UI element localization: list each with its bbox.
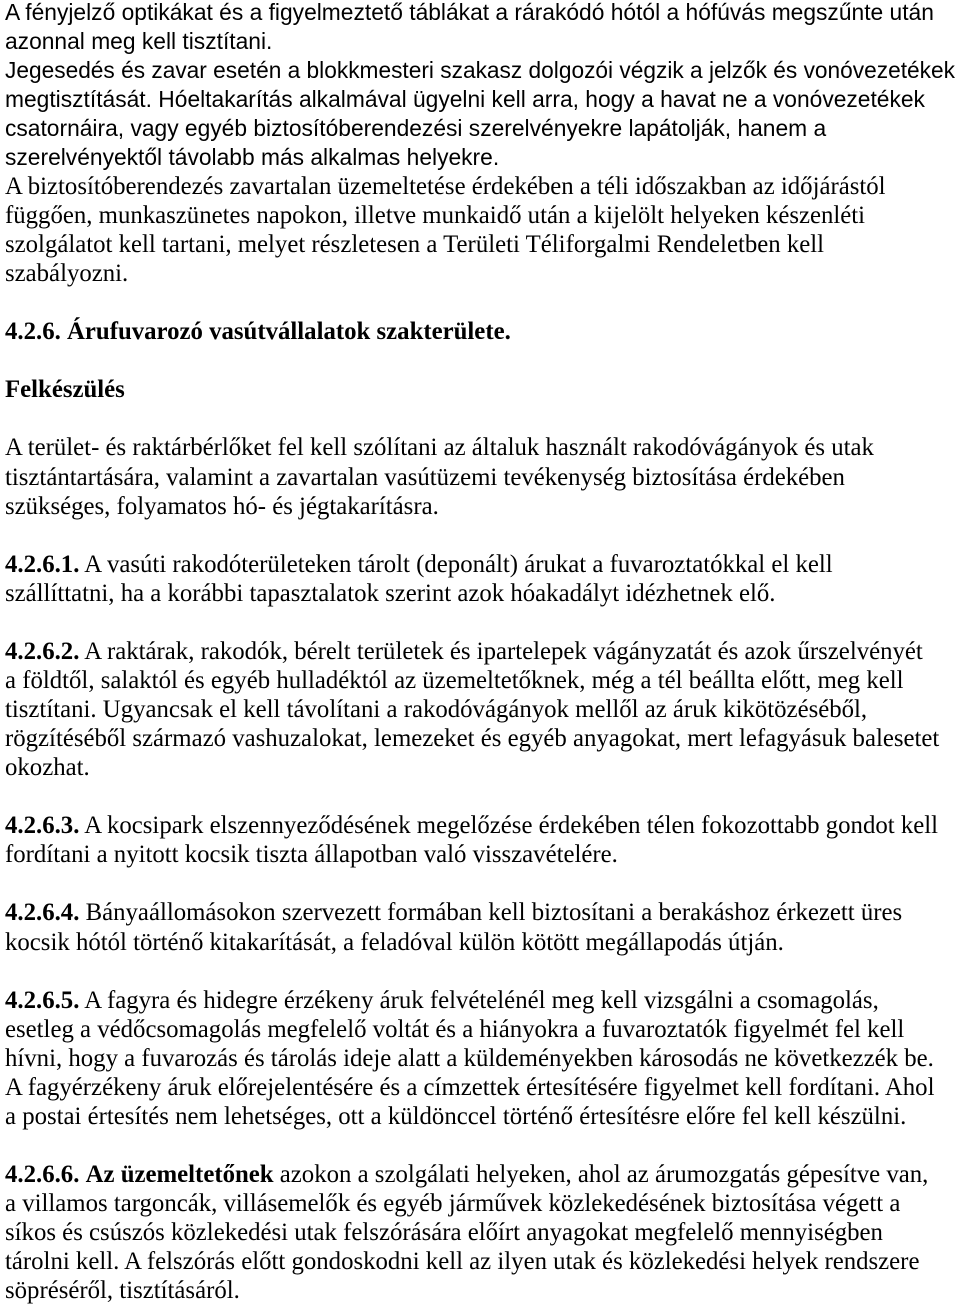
text-line: A fényjelző optikákat és a figyelmeztető táblákat a rárakódó hótól a hófúvás megszűnte után <box>5 0 934 25</box>
item-number: 4.2.6.4. <box>5 899 80 927</box>
paragraph-spacer <box>5 346 959 375</box>
text-line <box>5 898 902 927</box>
paragraph-spacer <box>5 521 959 550</box>
section-heading <box>5 317 511 346</box>
text-line: a villamos targoncák, villásemelők és egyéb járművek közlekedésének biztosítása végett a <box>5 1190 901 1218</box>
subheading: Felkészülés <box>5 376 125 404</box>
text-line <box>5 1160 928 1189</box>
item-number: 4.2.6.6. <box>5 1161 80 1188</box>
text-line <box>5 637 923 666</box>
text-line: hívni, hogy a fuvarozás és tárolás ideje alatt a küldeményekben károsodás ne következzék be. <box>5 1044 934 1072</box>
paragraph-spacer <box>5 782 959 811</box>
item-number: 4.2.6.1. <box>5 550 80 578</box>
item-text: A fagyra és hidegre érzékeny áruk felvételénél meg kell vizsgálni a csomagolás, <box>84 986 879 1014</box>
text-line: szükséges, folyamatos hó- és jégtakarításra. <box>5 492 439 520</box>
paragraph-spacer <box>5 404 959 433</box>
text-line: esetleg a védőcsomagolás megfelelő voltát és a hiányokra a fuvaroztatók figyelmét fel kell <box>5 1015 905 1043</box>
paragraph-spacer <box>5 1131 959 1160</box>
item-text: azokon a szolgálati helyeken, ahol az árumozgatás gépesítve van, <box>279 1161 929 1188</box>
text-line: rögzítéséből származó vashuzalokat, lemezeket és egyéb anyagokat, mert lefagyásuk balesetet <box>5 725 940 753</box>
text-line: Jegesedés és zavar esetén a blokkmesteri szakasz dolgozói végzik a jelzők és vonóvezetékek <box>5 56 955 83</box>
text-line <box>5 986 879 1015</box>
text-line: síkos és csúszós közlekedési utak felszórására előírt anyagokat megfelelő mennyiségben <box>5 1219 883 1247</box>
item-number: 4.2.6.5. <box>5 986 80 1014</box>
numbered-item <box>5 550 959 608</box>
text-line: a postai értesítés nem lehetséges, ott a küldönccel történő értesítésre előre fel kell készülni. <box>5 1102 907 1130</box>
text-line: okozhat. <box>5 754 90 782</box>
text-line: azonnal meg kell tisztítani. <box>5 27 273 54</box>
text-line: szállíttatni, ha a korábbi tapasztalatok szerint azok hóakadályt idézhetnek elő. <box>5 579 776 607</box>
text-line: megtisztítását. Hóeltakarítás alkalmával ügyelni kell arra, hogy a havat ne a vonóvezetékek <box>5 85 925 112</box>
document-page <box>5 0 959 1305</box>
section-number: 4.2.6. <box>5 318 61 346</box>
item-number: 4.2.6.2. <box>5 637 80 665</box>
intro-paragraph <box>5 0 959 172</box>
paragraph-spacer <box>5 869 959 898</box>
item-text: A vasúti rakodóterületeken tárolt (deponált) árukat a fuvaroztatókkal el kell <box>84 550 833 578</box>
text-line: függően, munkaszünetes napokon, illetve munkaidő után a kijelölt helyeken készenléti <box>5 201 866 229</box>
item-text: A kocsipark elszennyeződésének megelőzése érdekében télen fokozottabb gondot kell <box>84 812 939 840</box>
text-line <box>5 811 938 840</box>
numbered-item <box>5 1160 959 1305</box>
section-title: Árufuvarozó vasútvállalatok szakterülete. <box>67 318 511 346</box>
numbered-item <box>5 986 959 1131</box>
item-lead-bold: Az üzemeltetőnek <box>85 1161 274 1188</box>
text-line: csatornáira, vagy egyéb biztosítóberendezési szerelvényekre lapátolják, hanem a <box>5 114 827 141</box>
text-line: A biztosítóberendezés zavartalan üzemeltetése érdekében a téli időszakban az időjárástól <box>5 172 886 200</box>
numbered-item <box>5 898 959 956</box>
preparation-paragraph <box>5 433 959 520</box>
text-line: tisztántartására, valamint a zavartalan vasútüzemi tevékenység biztosítása érdekében <box>5 463 845 491</box>
text-line: tárolni kell. A felszórás előtt gondoskodni kell az ilyen utak és közlekedési helyek rendszere <box>5 1248 920 1276</box>
standby-paragraph <box>5 172 959 288</box>
text-line: szerelvényektől távolabb más alkalmas helyekre. <box>5 143 500 170</box>
text-line: A terület- és raktárbérlőket fel kell szólítani az általuk használt rakodóvágányok és utak <box>5 434 874 462</box>
text-line <box>5 550 833 579</box>
numbered-item <box>5 811 959 869</box>
paragraph-spacer <box>5 288 959 317</box>
text-line: tisztítani. Ugyancsak el kell távolítani a rakodóvágányok mellől az áruk kikötözéséből, <box>5 696 868 723</box>
text-line: söpréséről, tisztításáról. <box>5 1277 240 1305</box>
text-line: kocsik hótól történő kitakarítását, a feladóval külön kötött megállapodás útján. <box>5 928 784 956</box>
item-number: 4.2.6.3. <box>5 812 80 840</box>
text-line: szolgálatot kell tartani, melyet részletesen a Területi Téliforgalmi Rendeletben kell <box>5 231 825 258</box>
numbered-item <box>5 637 959 782</box>
item-text: Bányaállomásokon szervezett formában kell biztosítani a berakáshoz érkezett üres <box>85 899 903 927</box>
paragraph-spacer <box>5 957 959 986</box>
item-text: A raktárak, rakodók, bérelt területek és ipartelepek vágányzatát és azok űrszelvényét <box>84 637 923 665</box>
text-line: a földtől, salaktól és egyéb hulladéktól az üzemeltetőknek, még a tél beállta előtt, meg kell <box>5 666 904 694</box>
text-line: szabályozni. <box>5 260 129 288</box>
text-line: fordítani a nyitott kocsik tiszta állapotban való visszavételére. <box>5 841 618 869</box>
paragraph-spacer <box>5 608 959 637</box>
text-line: A fagyérzékeny áruk előrejelentésére és a címzettek értesítésére figyelmet kell fordítani. Ahol <box>5 1073 935 1101</box>
